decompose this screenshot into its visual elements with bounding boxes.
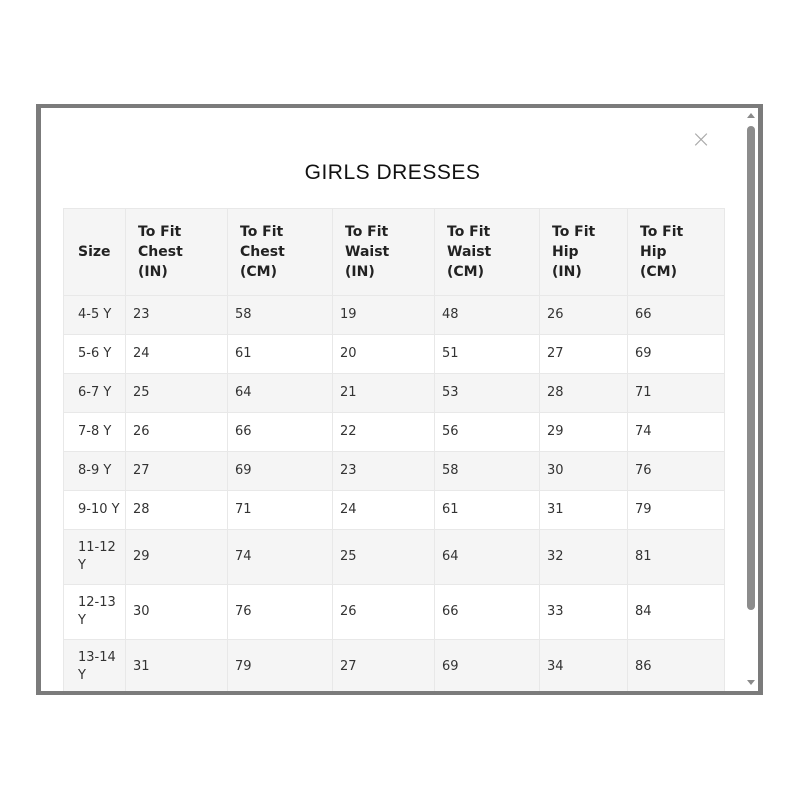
cell-waist-in: 24: [333, 491, 435, 530]
table-row: [64, 452, 725, 491]
table-row: [64, 530, 725, 585]
modal-title: GIRLS DRESSES: [304, 161, 481, 184]
table-row: [64, 491, 725, 530]
cell-waist-cm: 56: [435, 413, 540, 452]
cell-waist-cm: 61: [435, 491, 540, 530]
cell-size: 6-7 Y: [64, 374, 126, 413]
cell-chest-in: 26: [126, 413, 228, 452]
table-row: [64, 296, 725, 335]
header-label: To Fit: [345, 224, 389, 240]
close-icon[interactable]: ×: [690, 125, 712, 153]
cell-chest-in: 31: [126, 640, 228, 692]
size-chart-table: [63, 208, 725, 691]
cell-waist-in: 22: [333, 413, 435, 452]
cell-waist-in: 21: [333, 374, 435, 413]
cell-chest-in: 30: [126, 585, 228, 640]
cell-hip-in: 30: [540, 452, 628, 491]
cell-chest-cm: 71: [228, 491, 333, 530]
table-row: [64, 374, 725, 413]
header-label: Chest: [138, 244, 183, 260]
header-waist-in: [333, 209, 435, 296]
scroll-thumb[interactable]: [747, 126, 755, 610]
cell-hip-cm: 86: [628, 640, 725, 692]
cell-waist-in: 19: [333, 296, 435, 335]
cell-chest-cm: 79: [228, 640, 333, 692]
cell-size: 8-9 Y: [64, 452, 126, 491]
cell-hip-cm: 81: [628, 530, 725, 585]
cell-hip-in: 33: [540, 585, 628, 640]
cell-waist-cm: 51: [435, 335, 540, 374]
table-header-row: [64, 209, 725, 296]
header-label: Chest: [240, 244, 285, 260]
cell-chest-cm: 74: [228, 530, 333, 585]
cell-chest-in: 24: [126, 335, 228, 374]
cell-hip-in: 29: [540, 413, 628, 452]
cell-chest-cm: 66: [228, 413, 333, 452]
header-label: Hip: [552, 244, 579, 260]
cell-waist-in: 20: [333, 335, 435, 374]
cell-chest-cm: 69: [228, 452, 333, 491]
cell-waist-cm: 64: [435, 530, 540, 585]
header-label: To Fit: [240, 224, 284, 240]
header-label: (IN): [138, 264, 168, 280]
cell-chest-cm: 64: [228, 374, 333, 413]
header-label: To Fit: [447, 224, 491, 240]
cell-size: 7-8 Y: [64, 413, 126, 452]
header-label: (CM): [640, 264, 678, 280]
header-label: Waist: [345, 244, 390, 260]
cell-hip-cm: 79: [628, 491, 725, 530]
cell-hip-cm: 69: [628, 335, 725, 374]
cell-hip-cm: 66: [628, 296, 725, 335]
cell-chest-cm: 76: [228, 585, 333, 640]
cell-size: 4-5 Y: [64, 296, 126, 335]
modal-frame: [36, 104, 763, 695]
cell-chest-in: 23: [126, 296, 228, 335]
header-label: (CM): [240, 264, 278, 280]
cell-size: 12-13 Y: [64, 585, 126, 640]
table-row: [64, 413, 725, 452]
header-chest-cm: [228, 209, 333, 296]
header-label: (IN): [552, 264, 582, 280]
cell-hip-cm: 84: [628, 585, 725, 640]
cell-waist-cm: 69: [435, 640, 540, 692]
cell-chest-cm: 61: [228, 335, 333, 374]
header-label: To Fit: [552, 224, 596, 240]
cell-waist-cm: 53: [435, 374, 540, 413]
cell-hip-cm: 76: [628, 452, 725, 491]
cell-size: 5-6 Y: [64, 335, 126, 374]
table-row: [64, 335, 725, 374]
header-label: Waist: [447, 244, 492, 260]
header-label: To Fit: [640, 224, 684, 240]
header-label: (IN): [345, 264, 375, 280]
header-label: To Fit: [138, 224, 182, 240]
cell-waist-in: 25: [333, 530, 435, 585]
cell-size: 11-12 Y: [64, 530, 126, 585]
cell-waist-in: 26: [333, 585, 435, 640]
modal-scrollbar[interactable]: [744, 108, 758, 691]
header-label: (CM): [447, 264, 485, 280]
cell-hip-cm: 74: [628, 413, 725, 452]
cell-hip-in: 31: [540, 491, 628, 530]
cell-size: 9-10 Y: [64, 491, 126, 530]
cell-chest-cm: 58: [228, 296, 333, 335]
header-hip-in: [540, 209, 628, 296]
cell-waist-cm: 58: [435, 452, 540, 491]
header-size: [64, 209, 126, 296]
cell-waist-in: 27: [333, 640, 435, 692]
cell-hip-in: 32: [540, 530, 628, 585]
cell-hip-in: 26: [540, 296, 628, 335]
table-row: [64, 585, 725, 640]
cell-hip-in: 28: [540, 374, 628, 413]
cell-hip-cm: 71: [628, 374, 725, 413]
cell-hip-in: 34: [540, 640, 628, 692]
cell-waist-cm: 66: [435, 585, 540, 640]
header-waist-cm: [435, 209, 540, 296]
header-label: Hip: [640, 244, 667, 260]
cell-waist-in: 23: [333, 452, 435, 491]
header-chest-in: [126, 209, 228, 296]
cell-waist-cm: 48: [435, 296, 540, 335]
cell-size: 13-14 Y: [64, 640, 126, 692]
cell-chest-in: 28: [126, 491, 228, 530]
table-row: [64, 640, 725, 692]
cell-chest-in: 25: [126, 374, 228, 413]
scroll-down-arrow-icon[interactable]: [747, 680, 755, 685]
header-label: Size: [78, 244, 111, 260]
size-chart-modal: [41, 108, 744, 691]
cell-hip-in: 27: [540, 335, 628, 374]
header-hip-cm: [628, 209, 725, 296]
cell-chest-in: 29: [126, 530, 228, 585]
cell-chest-in: 27: [126, 452, 228, 491]
scroll-up-arrow-icon[interactable]: [747, 113, 755, 118]
